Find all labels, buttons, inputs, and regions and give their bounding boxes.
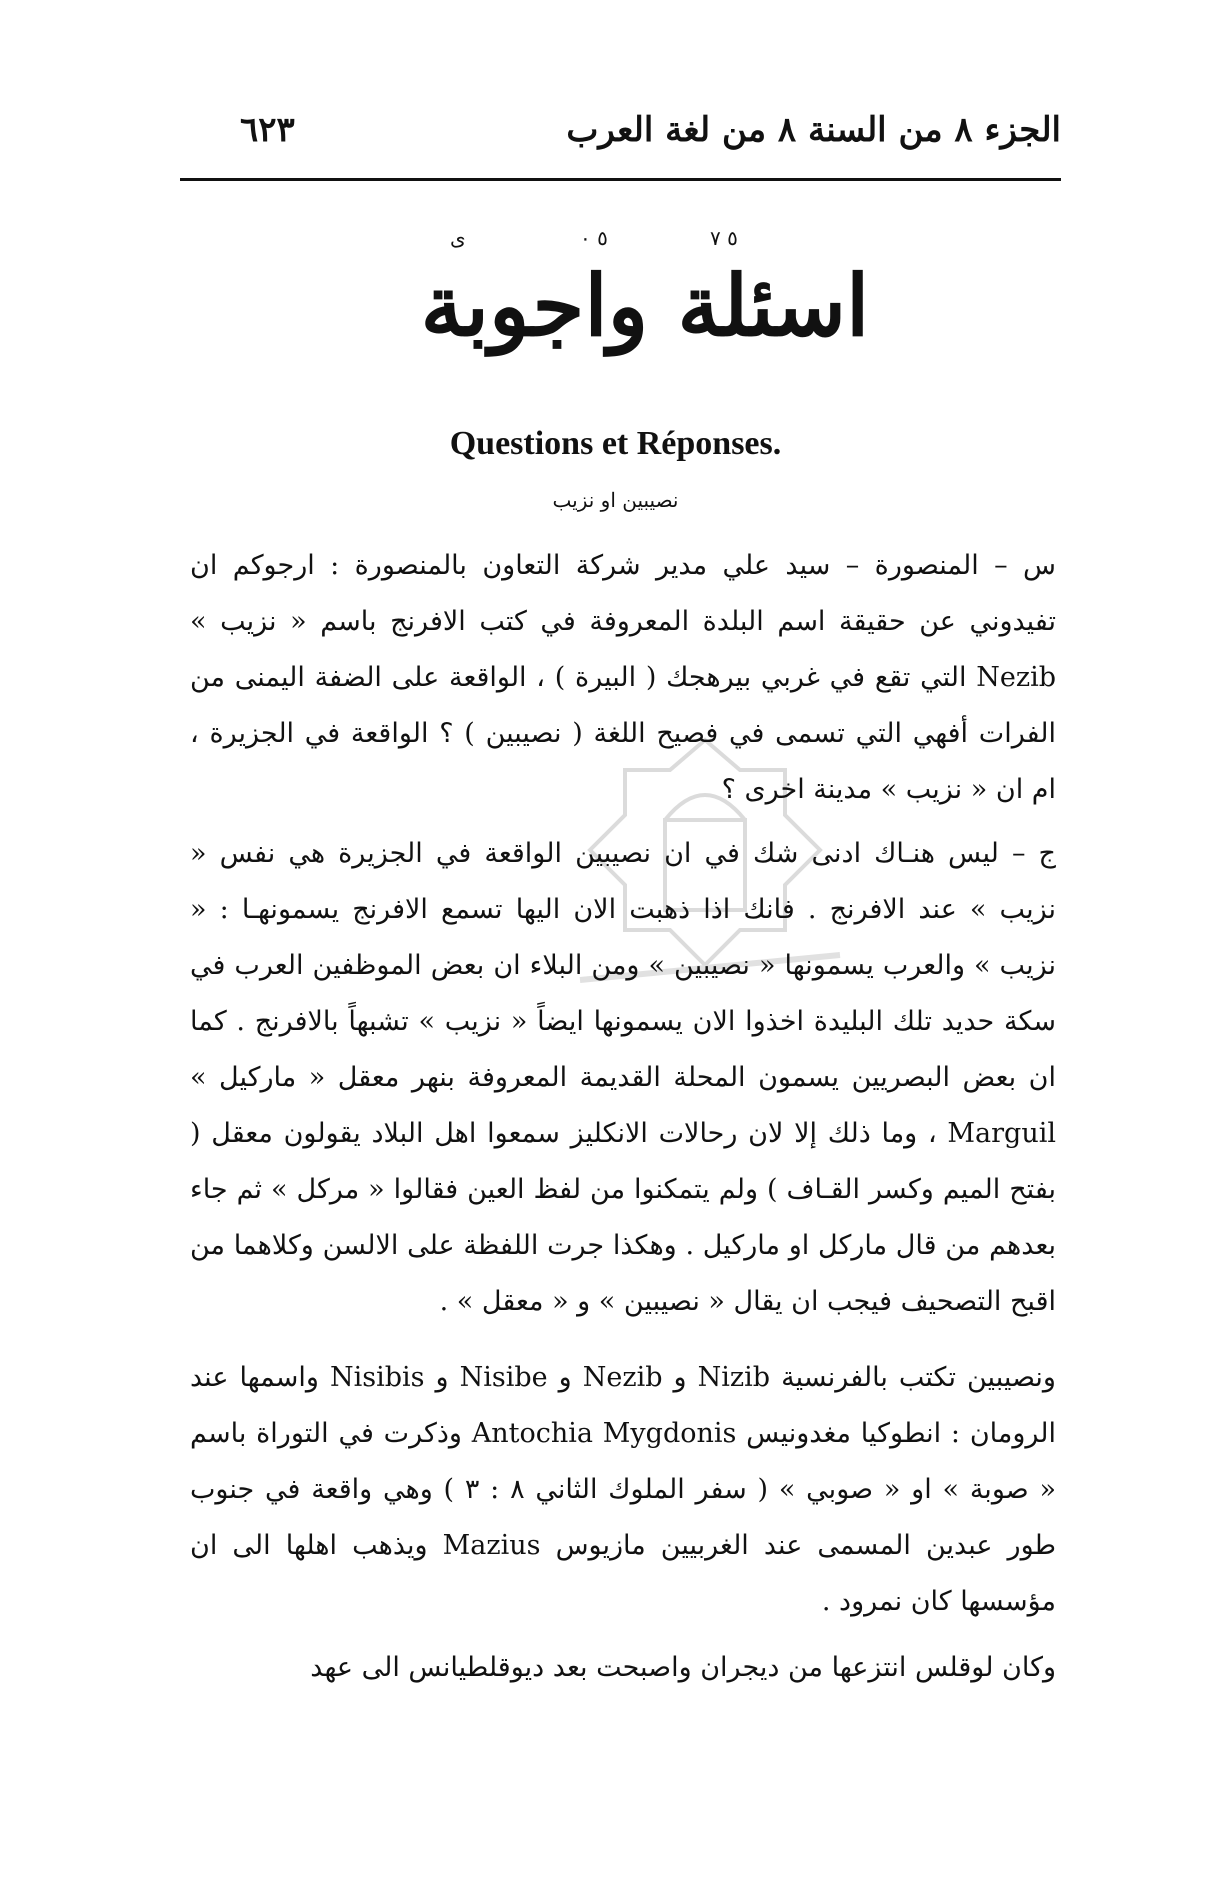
page-number: ٦٢٣ (240, 110, 295, 150)
header-rule (180, 178, 1061, 181)
question-paragraph: س – المنصورة – سيد علي مدير شركة التعاون بالمنصورة : ارجوكم ان تفيدوني عن حقيقة اسم البلدة المعروفة في كتب الافرنج باسم « نزيب » Nezib التي تقع في غربي بيرهجك ( البيرة ) ، الواقعة على الضفة اليمنى من الفرات أفهي التي تسمى في فصيح اللغة ( نصيبين ) ؟ الواقعة في الجزيرة ، ام ان « نزيب » مدينة اخرى ؟ (190, 550, 1056, 805)
article-subheading: نصيبين او نزيب (552, 488, 679, 512)
section-latin-title: Questions et Réponses. (449, 425, 782, 462)
running-header-title: الجزء ٨ من السنة ٨ من لغة العرب (566, 110, 1061, 150)
svg-text:٥ ٠: ٥ ٠ (580, 226, 608, 250)
svg-text:٥ ٧: ٥ ٧ (710, 226, 738, 250)
history-paragraph: ونصيبين تكتب بالفرنسية Nizib و Nezib و Nisibe و Nisibis واسمها عند الرومان : انطوكيا مغدونيس Antochia Mygdonis وذكرت في التوراة باسم « صوبة » او « صوبي » ( سفر الملوك الثاني ٨ : ٣ ) وهي واقعة في جنوب طور عبدين المسمى عند الغربيين مازيوس Mazius ويذهب اهلها الى ان مؤسسها كان نمرود . (190, 1362, 1057, 1617)
answer-paragraph: ج – ليس هنـاك ادنى شك في ان نصيبين الواقعة في الجزيرة هي نفس « نزيب » عند الافرنج . فانك اذا ذهبت الان اليها تسمع الافرنج يسمونهـا : « نزيب » والعرب يسمونها « نصيبين » ومن البلاء ان بعض الموظفين العرب في سكة حديد تلك البليدة اخذوا الان يسمونها ايضاً « نزيب » تشبهاً بالافرنج . كما ان بعض البصريين يسمون المحلة القديمة المعروفة بنهر معقل « ماركيل » Marguil ، وما ذلك إلا لان رحالات الانكليز سمعوا اهل البلاد يقولون معقل ( بفتح الميم وكسر القـاف ) ولم يتمكنوا من لفظ العين فقالوا « مركل » ثم جاء بعدهم من قال ماركل او ماركيل . وهكذا جرت اللفظة على الالسن وكلاهما من اقبح التصحيف فيجب ان يقال « نصيبين » و « معقل » . (190, 838, 1056, 1317)
closing-paragraph: وكان لوقلس انتزعها من ديجران واصبحت بعد ديوقلطيانس الى عهد (310, 1652, 1056, 1683)
calligraphy-banner-graphic (420, 215, 870, 400)
section-calligraphy-banner (420, 215, 870, 400)
running-header (180, 110, 1061, 170)
calligraphy-banner-text: اسئلة واجوبة (420, 256, 870, 355)
svg-text:ى: ى (450, 226, 466, 250)
